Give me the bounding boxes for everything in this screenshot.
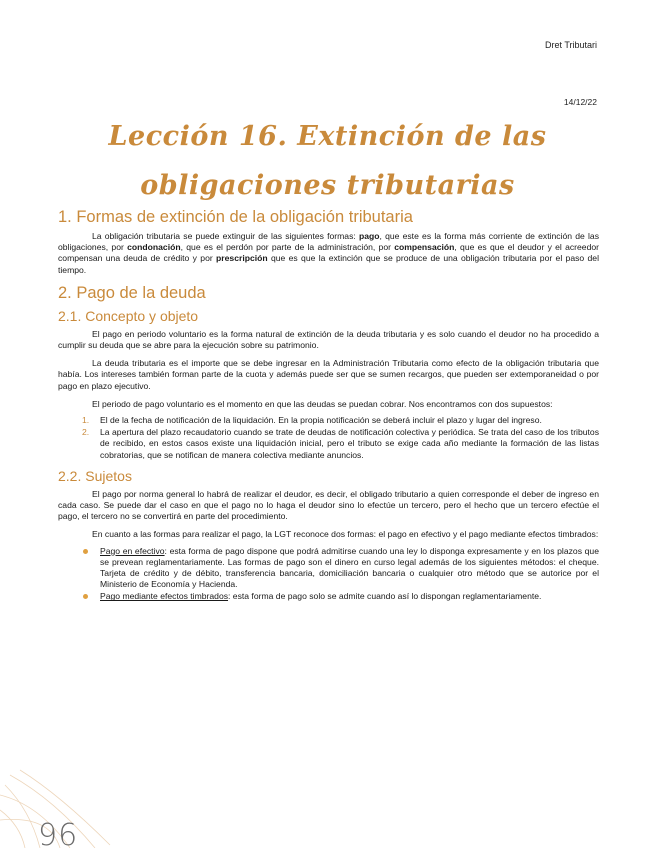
- section-2-heading: 2. Pago de la deuda: [58, 283, 206, 302]
- text-run: que es que la extinción que se produce de una obligación tributaria por el paso del tiempo.: [58, 253, 599, 275]
- term-condonacion: condonación: [127, 242, 181, 253]
- bullet-list: [58, 546, 599, 603]
- section-1-paragraph: [58, 231, 599, 276]
- term-compensacion: compensación: [394, 242, 455, 253]
- section-2-1-paragraph-2: La deuda tributaria es el importe que se debe ingresar en la Administración Tributaria como efecto de la obligación tributaria que había. Los intereses también forman parte de la cuota y además puede ser que se sumen recargos, que pueden ser extemporaneidad o por pago en plazo ejecutivo.: [58, 358, 599, 391]
- list-item: [58, 591, 599, 602]
- list-number: 1.: [82, 415, 90, 426]
- section-2-1-paragraph-3: El periodo de pago voluntario es el momento en que las deudas se puedan cobrar. Nos encontramos con dos supuestos:: [92, 398, 553, 409]
- list-item: [58, 546, 599, 591]
- text-run: La obligación tributaria se puede extinguir de las siguientes formas:: [92, 231, 359, 241]
- bullet-term: Pago mediante efectos timbrados: [100, 591, 229, 602]
- header-course: Dret Tributari: [544, 40, 597, 50]
- text-run: , que es que el deudor y el acreedor compensan una deuda de crédito y por: [58, 242, 599, 264]
- text-run: , que es el perdón por parte de la administración, por: [180, 242, 395, 253]
- section-2-2-heading: 2.2. Sujetos: [58, 467, 132, 484]
- section-2-1-heading: 2.1. Concepto y objeto: [58, 307, 199, 324]
- term-pago: pago: [358, 231, 380, 241]
- list-number: 2.: [82, 427, 90, 438]
- section-2-1-paragraph-1: El pago en periodo voluntario es la forma natural de extinción de la deuda tributaria y es solo cuando el deudor no ha procedido a cumplir su deuda que se abre para la ejecución sobre su patrimonio.: [58, 328, 599, 351]
- bullet-dot-icon: [83, 549, 88, 554]
- header-date: 14/12/22: [563, 97, 597, 107]
- term-prescripcion: prescripción: [216, 253, 268, 264]
- page-title: Lección 16. Extinción de las obligaciones tributarias: [108, 121, 547, 201]
- section-1-heading: 1. Formas de extinción de la obligación tributaria: [58, 208, 413, 226]
- list-item-text: El de la fecha de notificación de la liquidación. En la propia notificación se deberá incluir el plazo y lugar del ingreso.: [100, 415, 542, 426]
- list-item: [58, 415, 599, 426]
- page-number: 96: [38, 818, 79, 848]
- bullet-text: : esta forma de pago solo se admite cuando así lo dispongan reglamentariamente.: [228, 591, 542, 602]
- list-item: [58, 427, 599, 461]
- bullet-text: : esta forma de pago dispone que podrá admitirse cuando una ley lo disponga expresamente y en los plazos que se prevean reglamentariamente. Las formas de pago son el dinero en curso legal además de los siguientes métodos: el cheque. Tarjeta de crédito y de débito, transferencia bancaria, domiciliación bancaria o cualquier otro método que se autorice por el Ministerio de Economía y Hacienda.: [100, 545, 599, 590]
- bullet-dot-icon: [83, 594, 88, 599]
- bullet-term: Pago en efectivo: [100, 545, 165, 556]
- text-run: , que este es la forma más corriente de extinción de las obligaciones, por: [58, 231, 600, 253]
- document-body: [58, 207, 599, 609]
- numbered-list: [58, 415, 599, 461]
- list-item-text: La apertura del plazo recaudatorio cuando se trate de deudas de notificación colectiva y periódica. Se trata del caso de los tributos de recibido, en estos casos existe una liquidación inicial, pero el tributo se exige cada año mediante la formación de las listas cobratorias, que se notifican de manera colectiva mediante anuncios.: [100, 427, 599, 460]
- section-2-2-paragraph-2: En cuanto a las formas para realizar el pago, la LGT reconoce dos formas: el pago en efectivo y el pago mediante efectos timbrados:: [92, 529, 599, 540]
- section-2-2-paragraph-1: El pago por norma general lo habrá de realizar el deudor, es decir, el obligado tributario a quien corresponde el deber de ingreso en cada caso. Se puede dar el caso en que el pago no lo haga el deudor sino lo efectúe un tercero, pero el hecho que un tercero efectúe el pago, el tercero no se convertirá en parte del procedimiento.: [58, 488, 599, 522]
